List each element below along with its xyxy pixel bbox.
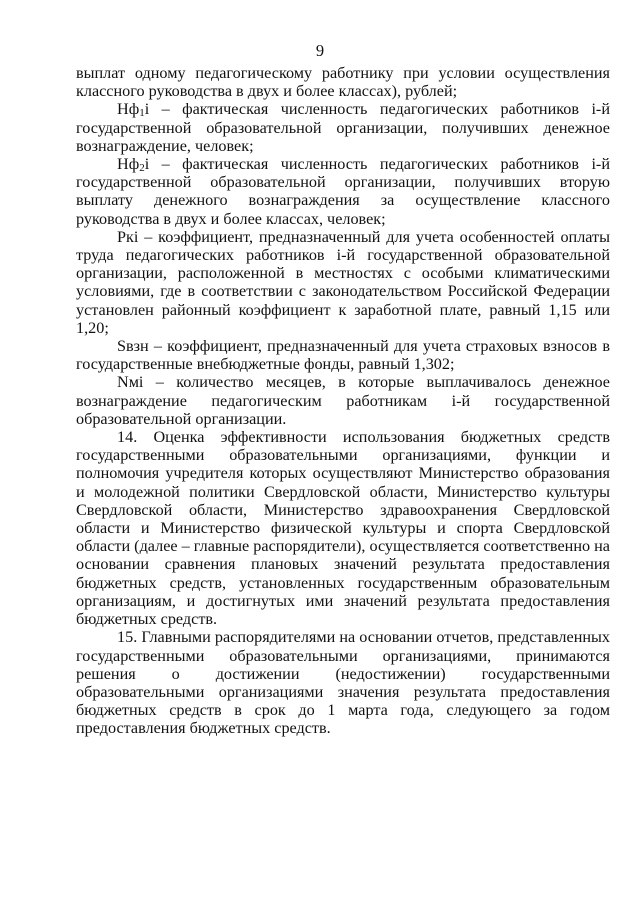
paragraph-nm-definition: Nмi – количество месяцев, в которые выплачивалось денежное вознаграждение педагогическим работникам i-й государственной образовательной организации. xyxy=(76,373,610,428)
symbol-suffix: i xyxy=(144,100,150,119)
paragraph-nf2-definition xyxy=(76,155,610,228)
definition-text: – фактическая численность педагогических работников i-й государственной образовательной организации, получивших вторую выплату денежного вознаграждения за осуществление классного руководства в двух и более классах, человек; xyxy=(76,155,610,228)
paragraph-item-14: 14. Оценка эффективности использования бюджетных средств государственными образовательными организациями, функции и полномочия учредителя которых осуществляют Министерство образования и молодежной политики Свердловской области, Министерство культуры Свердловской области, Министерство здравоохранения Свердловской области и Министерство физической культуры и спорта Свердловской области (далее – главные распорядители), осуществляется соответственно на основании сравнения плановых значений результата предоставления бюджетных средств, установленных государственным образовательным организациям, и достигнутых ими значений результата предоставления бюджетных средств. xyxy=(76,428,610,629)
symbol-suffix: i xyxy=(144,155,150,174)
symbol-subscript: 1 xyxy=(139,107,145,120)
symbol-subscript: 2 xyxy=(139,162,145,175)
paragraph-svzn-definition: Sвзн – коэффициент, предназначенный для учета страховых взносов в государственные внебюджетные фонды, равный 1,302; xyxy=(76,337,610,374)
paragraph-nf1-definition xyxy=(76,100,610,155)
paragraph-pk-definition: Pкi – коэффициент, предназначенный для учета особенностей оплаты труда педагогических работников i-й государственной образовательной организации, расположенной в местностях с особыми климатическими условиями, где в соответствии с законодательством Российской Федерации установлен районный коэффициент к заработной плате, равный 1,15 или 1,20; xyxy=(76,227,610,337)
document-body xyxy=(76,64,610,738)
definition-text: – фактическая численность педагогических работников i-й государственной образовательной организации, получивших денежное вознаграждение, человек; xyxy=(76,100,610,155)
paragraph-continuation: выплат одному педагогическому работнику при условии осуществления классного руководства в двух и более классах), рублей; xyxy=(76,64,610,101)
symbol-nf: Нф xyxy=(117,100,140,119)
page-number: 9 xyxy=(315,41,325,60)
paragraph-item-15: 15. Главными распорядителями на основании отчетов, представленных государственными образовательными организациями, принимаются решения о достижении (недостижении) государственными образовательными организациями значения результата предоставления бюджетных средств в срок до 1 марта года, следующего за годом предоставления бюджетных средств. xyxy=(76,628,610,738)
symbol-nf: Нф xyxy=(117,155,140,174)
